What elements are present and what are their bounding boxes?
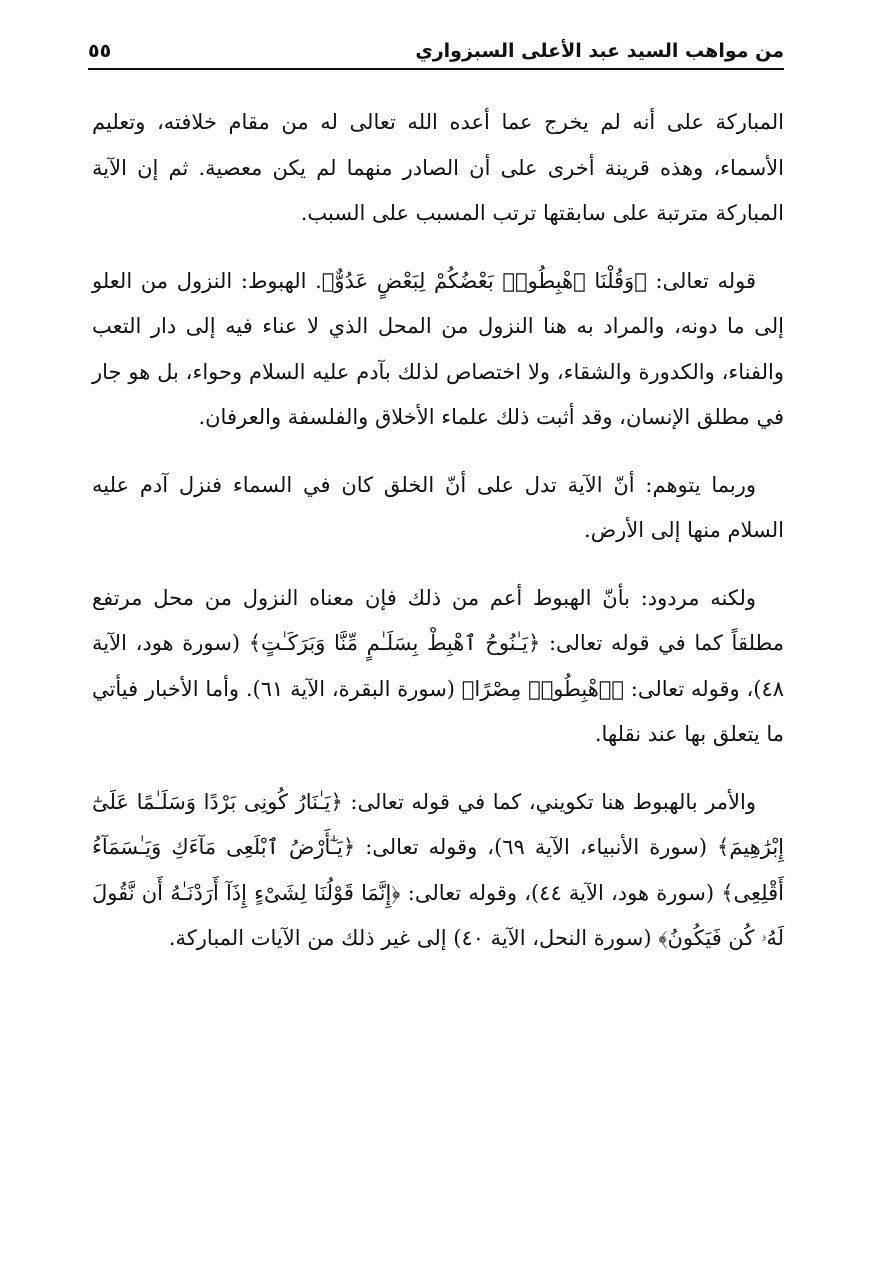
page-header — [88, 30, 784, 70]
paragraph-rebuttal: ولكنه مردود: بأنّ الهبوط أعم من ذلك فإن معناه النزول من محل مرتفع مطلقاً كما في قوله تعالى: ﴿يَـٰنُوحُ ٱهْبِطْ بِسَلَـٰمٍ مِّنَّا وَبَرَكَـٰتٍ﴾ (سورة هود، الآية ٤٨)، وقوله تعالى: ﴿ٱهْبِطُوا۟ مِصْرًا﴾ (سورة البقرة، الآية ٦١). وأما الأخبار فيأتي ما يتعلق بها عند نقلها. — [92, 585, 785, 746]
page-body — [92, 100, 784, 984]
page-number: ٥٥ — [88, 40, 112, 62]
running-title: من مواهب السيد عبد الأعلى السبزواري — [415, 40, 784, 62]
paragraph-creational-command: والأمر بالهبوط هنا تكويني، كما في قوله تعالى: ﴿يَـٰنَارُ كُونِى بَرْدًا وَسَلَـٰمًا عَلَىٰٓ إِبْرَٰهِيمَ﴾ (سورة الأنبياء، الآية ٦٩)، وقوله تعالى: ﴿يَـٰٓأَرْضُ ٱبْلَعِى مَآءَكِ وَيَـٰسَمَآءُ أَقْلِعِى﴾ (سورة هود، الآية ٤٤)، وقوله تعالى: ﴿إِنَّمَا قَوْلُنَا لِشَىْءٍ إِذَآ أَرَدْنَـٰهُ أَن نَّقُولَ لَهُۥ كُن فَيَكُونُ﴾ (سورة النحل، الآية ٤٠) إلى غير ذلك من الآيات المباركة. — [92, 789, 784, 950]
paragraph-hubut-definition: قوله تعالى: ﴿وَقُلْنَا ٱهْبِطُوا۟ بَعْضُكُمْ لِبَعْضٍ عَدُوٌّ﴾. الهبوط: النزول من العلو إلى ما دونه، والمراد به هنا النزول من المحل الذي لا عناء فيه إلى دار التعب والفناء، والكدورة والشقاء، ولا اختصاص لذلك بآدم عليه السلام وحواء، بل هو جار في مطلق الإنسان، وقد أثبت ذلك علماء الأخلاق والفلسفة والعرفان. — [92, 268, 784, 429]
paragraph-continuation: المباركة على أنه لم يخرج عما أعده الله تعالى له من مقام خلافته، وتعليم الأسماء، وهذه قرينة أخرى على أن الصادر منهما لم يكن معصية. ثم إن الآية المباركة مترتبة على سابقتها ترتب المسبب على السبب. — [92, 110, 784, 225]
paragraph-objection: وربما يتوهم: أنّ الآية تدل على أنّ الخلق كان في السماء فنزل آدم عليه السلام منها إلى الأرض. — [92, 472, 784, 542]
